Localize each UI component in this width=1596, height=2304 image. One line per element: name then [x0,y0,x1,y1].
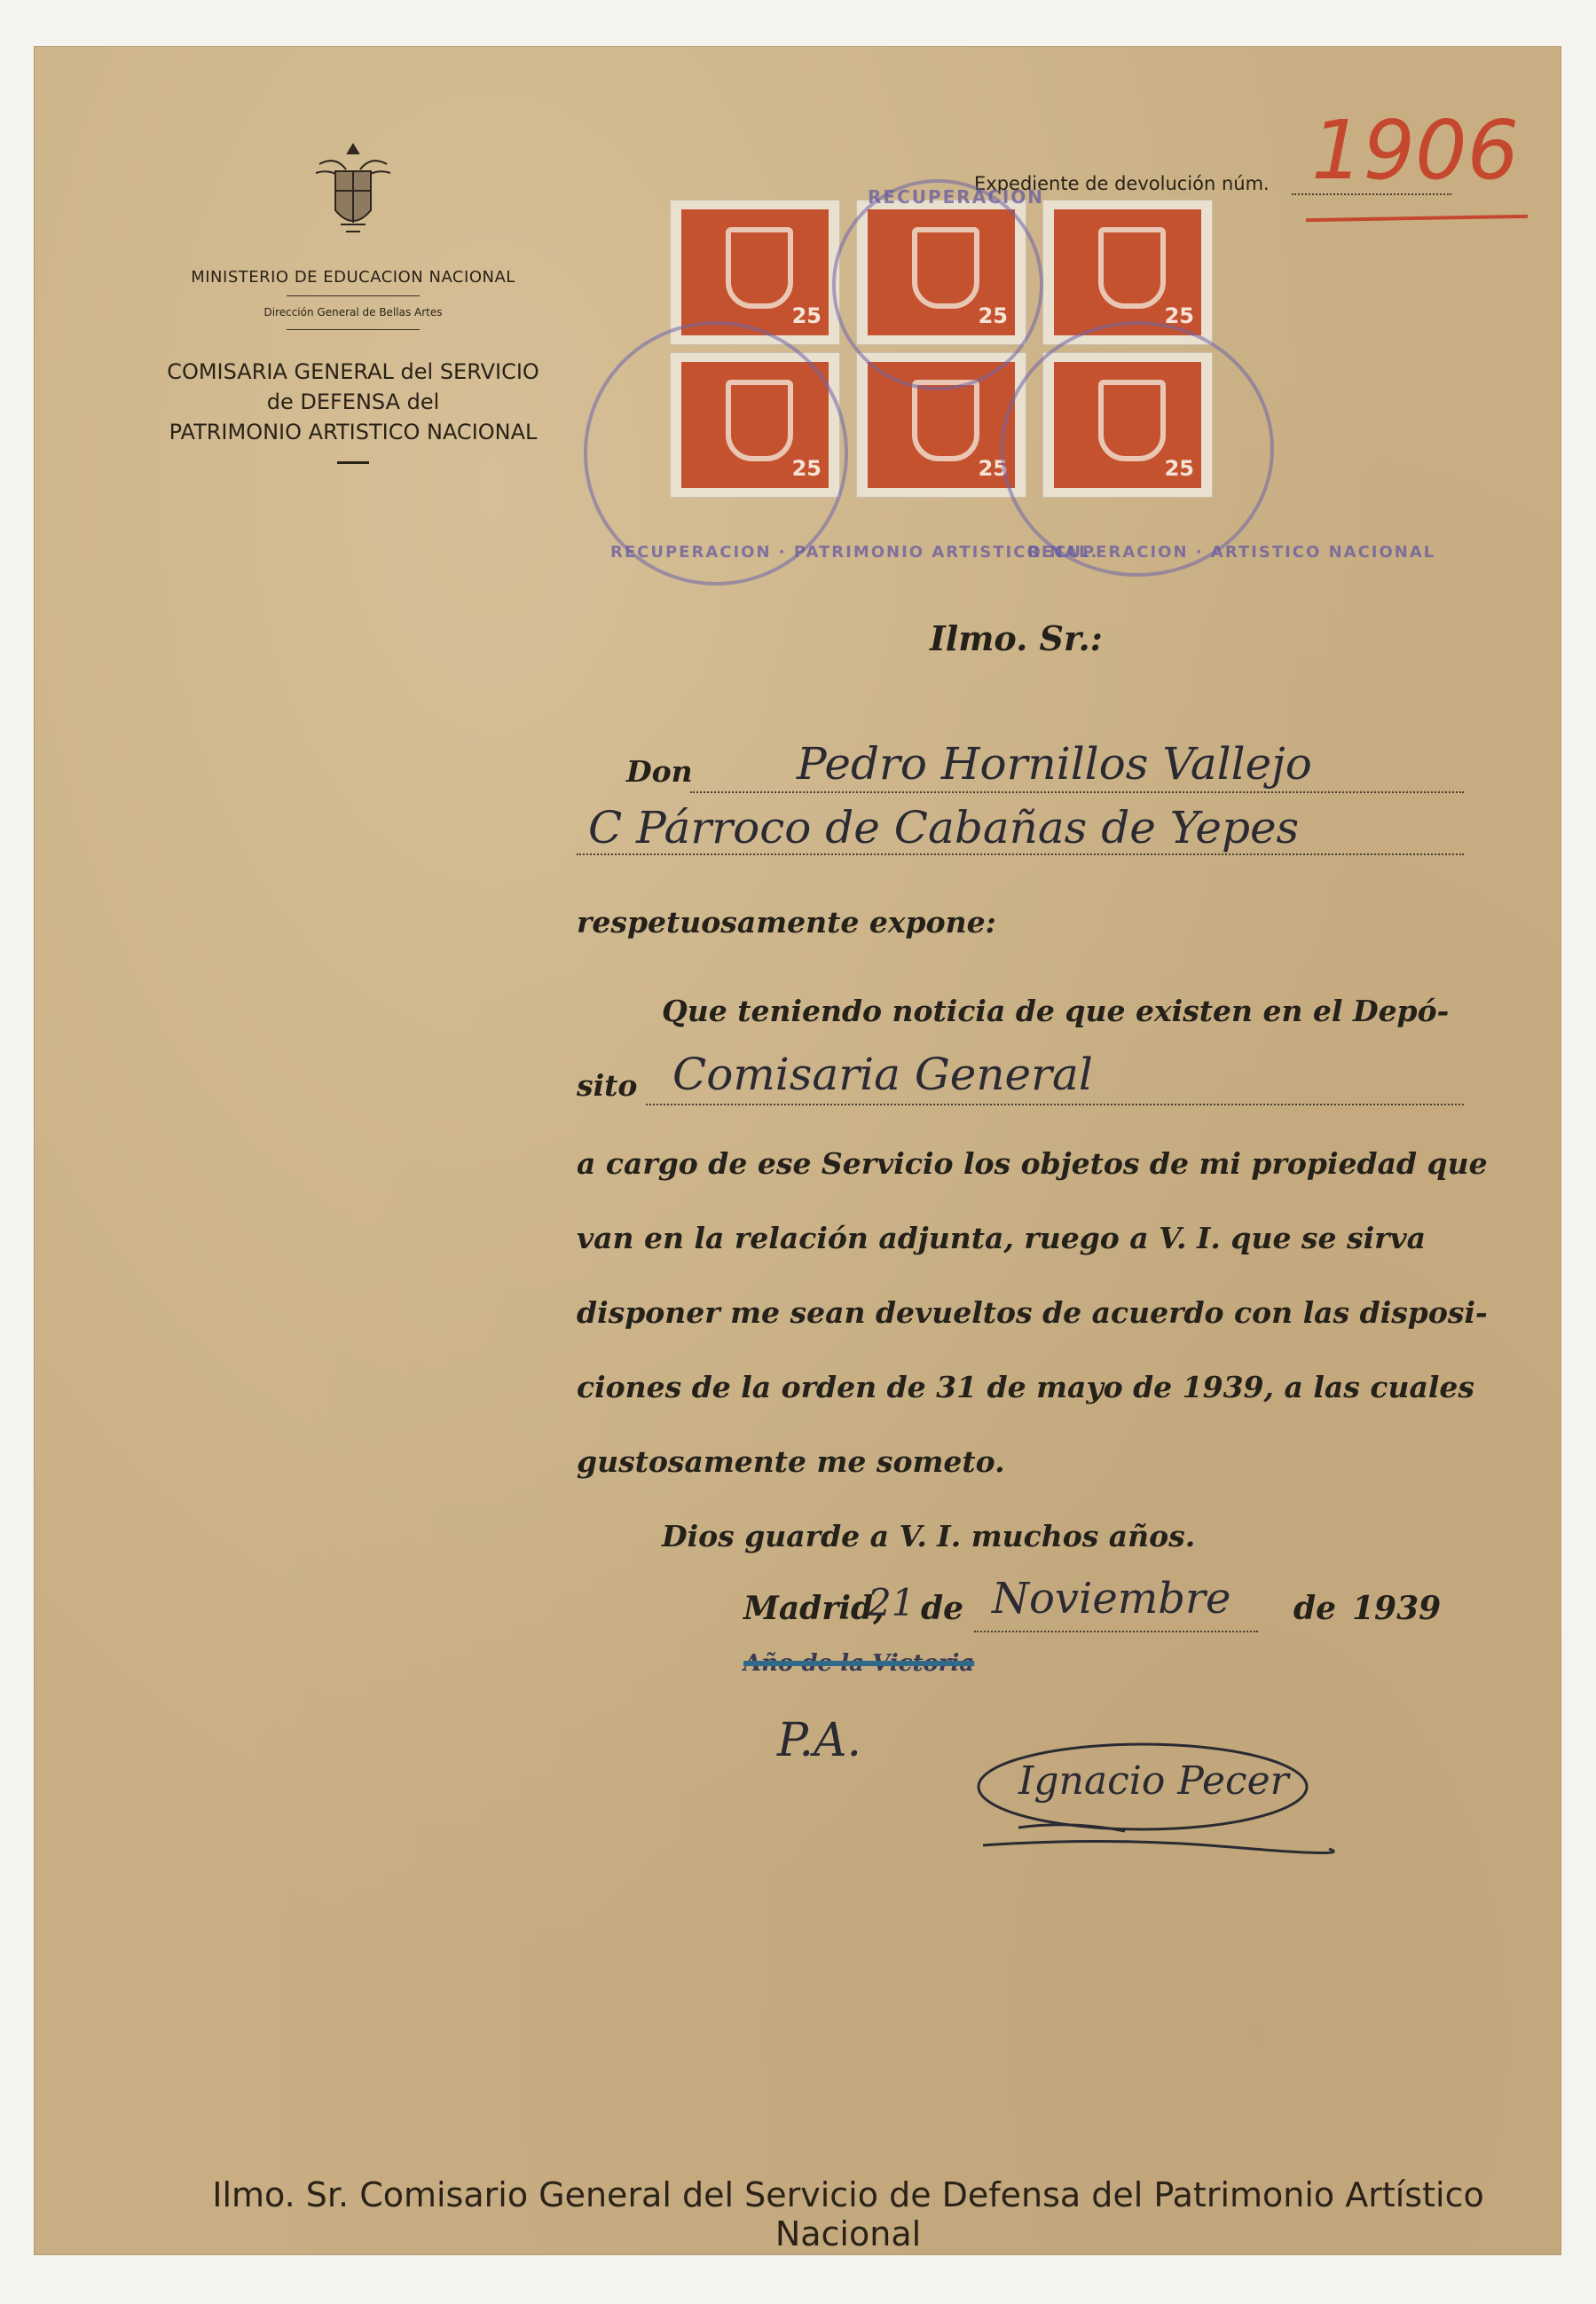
addressee-footer: Ilmo. Sr. Comisario General del Servicio de Defensa del Patrimonio Artístico Nacional [212,2175,1484,2253]
place-label: Madrid, [743,1590,884,1627]
recuperacion-seal [1001,321,1274,577]
de-label: de [1293,1590,1337,1627]
seal-text: RECUPERACION [868,186,1045,208]
body-line: van en la relación adjunta, ruego a V. I. que se sirva [577,1221,1427,1255]
expone-line: respetuosamente expone: [577,905,996,940]
direccion-subtitle: Dirección General de Bellas Artes [263,306,443,318]
revenue-stamp: 25 [1043,201,1212,344]
header-dash [337,461,369,464]
deposito-line [646,1104,1464,1105]
coat-of-arms-icon [309,138,397,244]
don-label: Don [626,754,693,789]
signature-block [965,1732,1338,1865]
expediente-number: 1906 [1311,103,1520,198]
expediente-label: Expediente de devolución núm. [974,173,1270,194]
expediente-underline [1306,215,1528,222]
address-line [577,853,1464,855]
closing-line: Dios guarde a V. I. muchos años. [662,1519,1196,1553]
body-line: a cargo de ese Servicio los objetos de mi propiedad que [577,1146,1488,1181]
struck-year-phrase: Año de la Victoria [743,1650,975,1677]
salutation: Ilmo. Sr.: [930,618,1103,658]
handwritten-deposito: Comisaria General [672,1049,1093,1100]
year-value: 1939 [1352,1590,1442,1627]
de-label: de [921,1590,964,1627]
body-line: Que teniendo noticia de que existen en el Depó- [662,994,1450,1028]
document-sheet [34,46,1561,2255]
handwritten-month: Noviembre [992,1574,1231,1624]
sito-label: sito [577,1068,638,1103]
seal-text: RECUPERACION · PATRIMONIO ARTISTICO NAL. [610,543,1099,562]
comisaria-heading [140,357,566,447]
header-divider [287,329,420,330]
revenue-stamp: 25 [671,201,839,344]
recuperacion-seal [832,179,1043,390]
handwritten-signature: Ignacio Pecer [1018,1758,1289,1804]
revenue-stamp: 25 [671,353,839,497]
revenue-stamp: 25 [857,353,1026,497]
revenue-stamp: 25 [857,201,1026,344]
handwritten-day: 21 [868,1581,916,1624]
body-line: ciones de la orden de 31 de mayo de 1939, a las cuales [577,1370,1474,1404]
handwritten-name: Pedro Hornillos Vallejo [797,738,1312,790]
handwritten-pa: P.A. [777,1714,862,1767]
seal-text: RECUPERACION · ARTISTICO NACIONAL [1027,543,1436,562]
body-line: disponer me sean devueltos de acuerdo con las disposi- [577,1295,1488,1330]
handwritten-address: C Párroco de Cabañas de Yepes [588,802,1300,853]
comisaria-line: PATRIMONIO ARTISTICO NACIONAL [169,420,538,444]
revenue-stamp: 25 [1043,353,1212,497]
body-line: gustosamente me someto. [577,1444,1005,1479]
header-divider [287,295,420,296]
comisaria-line: COMISARIA GENERAL del SERVICIO [167,359,539,384]
comisaria-line: de DEFENSA del [266,389,440,414]
ministry-title: MINISTERIO DE EDUCACION NACIONAL [191,268,515,287]
name-line [690,791,1464,793]
month-line [974,1631,1258,1632]
